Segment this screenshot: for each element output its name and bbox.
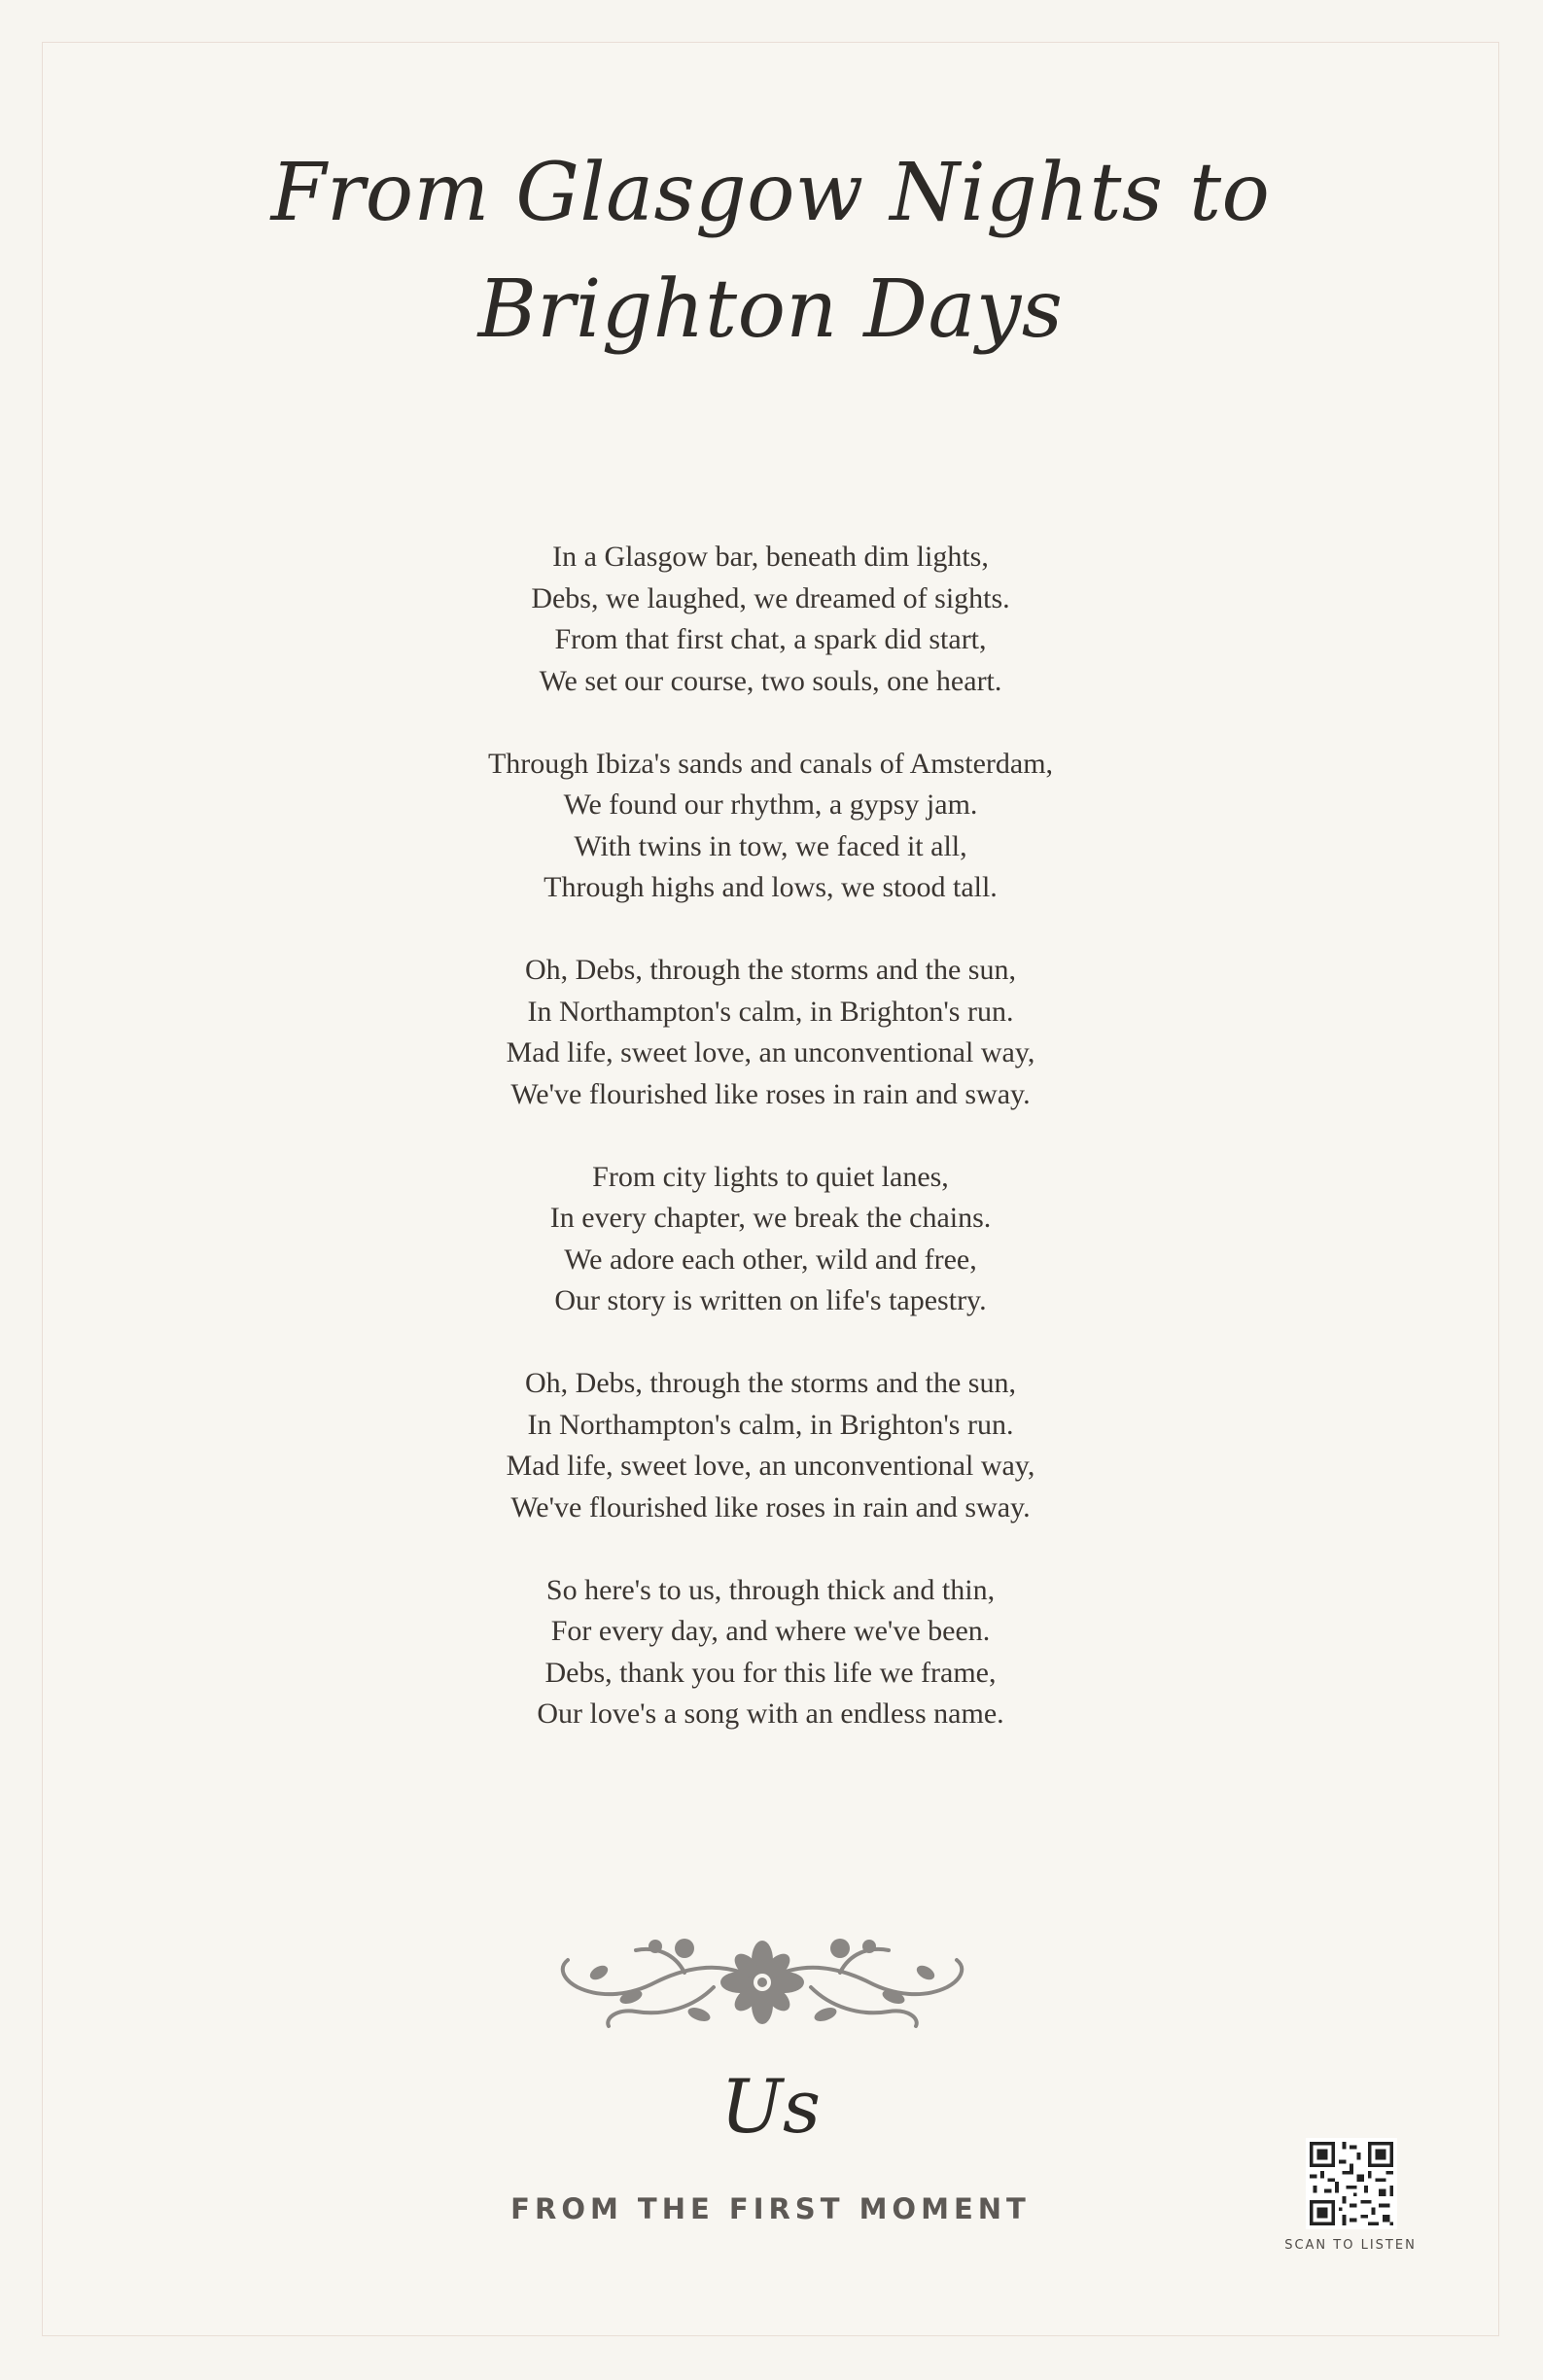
lyric-line: Debs, thank you for this life we frame, <box>544 1656 997 1689</box>
qr-code-icon[interactable] <box>1306 2138 1397 2229</box>
lyric-line: Mad life, sweet love, an unconventional way, <box>506 1036 1035 1068</box>
lyric-line: In Northampton's calm, in Brighton's run. <box>527 1408 1014 1441</box>
qr-label: SCAN TO LISTEN <box>1284 2238 1417 2253</box>
lyrics <box>43 537 1498 1776</box>
lyric-line: From that first chat, a spark did start, <box>554 623 987 655</box>
lyric-line: For every day, and where we've been. <box>550 1615 991 1647</box>
lyric-line: We adore each other, wild and free, <box>564 1242 977 1276</box>
poster-title <box>43 135 1498 368</box>
lyric-line: Oh, Debs, through the storms and the sun, <box>525 1367 1016 1399</box>
lyric-line: We've flourished like roses in rain and sway. <box>510 1490 1031 1523</box>
stanza <box>43 1363 1498 1528</box>
stanza <box>43 1157 1498 1322</box>
lyric-line: Through Ibiza's sands and canals of Amsterdam, <box>487 747 1054 780</box>
lyric-line: In Northampton's calm, in Brighton's run. <box>527 995 1014 1028</box>
stanza <box>43 1570 1498 1735</box>
lyric-line: Our story is written on life's tapestry. <box>554 1284 987 1316</box>
lyric-line: We've flourished like roses in rain and sway. <box>510 1077 1031 1110</box>
lyric-line: From city lights to quiet lanes, <box>592 1160 949 1193</box>
lyric-line: Through highs and lows, we stood tall. <box>544 871 998 903</box>
poster <box>42 42 1499 2336</box>
stanza <box>43 950 1498 1115</box>
lyric-line: Our love's a song with an endless name. <box>537 1698 1004 1730</box>
title-line-1: From Glasgow Nights to <box>270 147 1271 239</box>
signature: Us <box>719 2063 822 2150</box>
lyric-line: We found our rhythm, a gypsy jam. <box>563 788 978 821</box>
stanza <box>43 537 1498 702</box>
lyric-line: Mad life, sweet love, an unconventional way, <box>506 1450 1035 1482</box>
stanza <box>43 744 1498 909</box>
title-line-2: Brighton Days <box>477 263 1064 356</box>
tagline: FROM THE FIRST MOMENT <box>510 2192 1031 2225</box>
lyric-line: We set our course, two souls, one heart. <box>539 664 1002 697</box>
lyric-line: In a Glasgow bar, beneath dim lights, <box>552 541 989 573</box>
lyric-line: Debs, we laughed, we dreamed of sights. <box>531 581 1010 614</box>
lyric-line: Oh, Debs, through the storms and the sun, <box>525 954 1016 986</box>
lyric-line: So here's to us, through thick and thin, <box>545 1573 996 1606</box>
lyric-line: In every chapter, we break the chains. <box>549 1202 992 1234</box>
floral-divider-icon <box>539 1929 986 2036</box>
lyric-line: With twins in tow, we faced it all, <box>574 829 967 862</box>
